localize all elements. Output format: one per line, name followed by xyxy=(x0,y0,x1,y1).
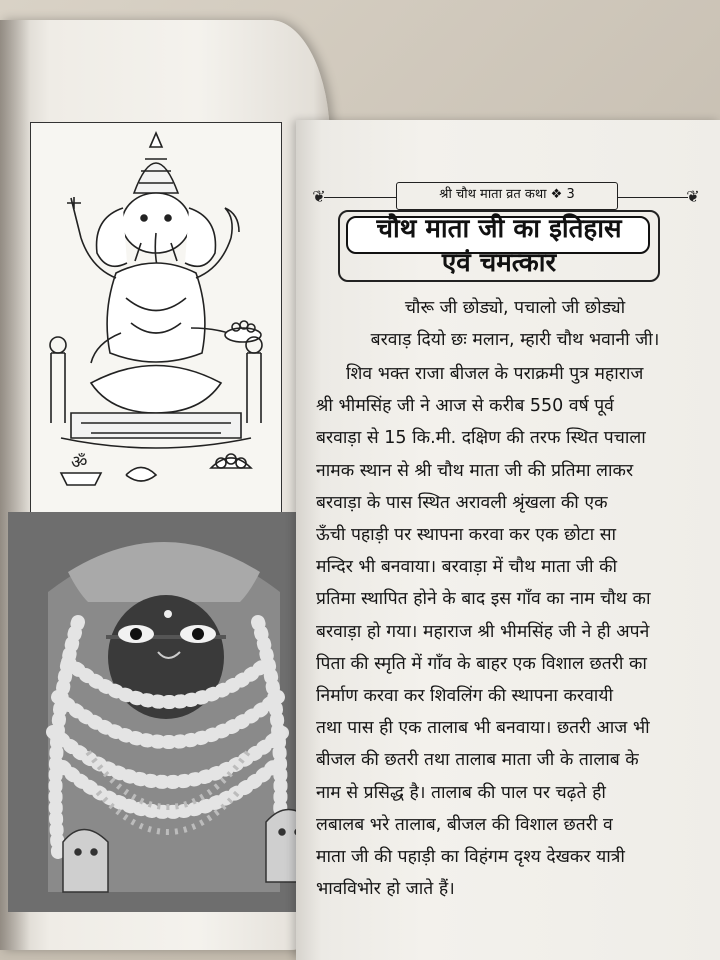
chapter-title-line2: एवं चमत्कार xyxy=(441,248,557,278)
body-line: बरवाड़ा के पास स्थित अरावली श्रृंखला की एक xyxy=(316,492,608,513)
body-line: नाम से प्रसिद्ध है। तालाब की पाल पर चढ़ते ही xyxy=(316,782,606,803)
chapter-title-line1: चौथ माता जी का इतिहास xyxy=(376,214,622,244)
running-head: श्री चौथ माता व्रत कथा ❖ 3 xyxy=(396,182,618,210)
body-line: माता जी की पहाड़ी का विहंगम दृश्य देखकर यात्री xyxy=(316,847,625,868)
body-line: प्रतिमा स्थापित होने के बाद इस गाँव का नाम चौथ का xyxy=(316,589,651,610)
body-line: भावविभोर हो जाते हैं। xyxy=(316,879,455,900)
body-line: ऊँची पहाड़ी पर स्थापना करवा कर एक छोटा सा xyxy=(316,525,617,546)
body-line: बरवाड़ा हो गया। महाराज श्री भीमसिंह जी ने ही अपने xyxy=(316,621,650,642)
couplet-line: बरवाड़ दियो छः मलान, म्हारी चौथ भवानी जी। xyxy=(370,330,660,350)
body-line: मन्दिर भी बनवाया। बरवाड़ा में चौथ माता जी की xyxy=(316,557,618,578)
scroll-ornament-icon: ❦ xyxy=(312,187,326,206)
body-line: बरवाड़ा से 15 कि.मी. दक्षिण की तरफ स्थित पचाला xyxy=(316,428,646,449)
body-line: लबालब भरे तालाब, बीजल की विशाल छतरी व xyxy=(316,814,613,835)
scroll-ornament-icon: ❦ xyxy=(686,187,700,206)
couplet-line: चौरू जी छोड्यो, पचालो जी छोड्यो xyxy=(404,298,626,318)
body-line: निर्माण करवा कर शिवलिंग की स्थापना करवायी xyxy=(316,686,614,707)
body-paragraph xyxy=(316,358,706,905)
body-line: बीजल की छतरी तथा तालाब माता जी के तालाब के xyxy=(316,750,639,771)
right-page xyxy=(296,120,720,960)
chapter-title-box xyxy=(338,210,660,282)
ganesha-illustration xyxy=(30,122,282,514)
chauth-mata-deity-photo xyxy=(8,512,320,912)
body-line: तथा पास ही एक तालाब भी बनवाया। छतरी आज भी xyxy=(316,718,650,739)
body-line: शिव भक्त राजा बीजल के पराक्रमी पुत्र महाराज xyxy=(346,364,644,384)
body-line: श्री भीमसिंह जी ने आज से करीब 550 वर्ष पूर्व xyxy=(316,396,614,417)
body-line: पिता की स्मृति में गाँव के बाहर एक विशाल छतरी का xyxy=(316,653,647,674)
couplet xyxy=(320,292,710,356)
page-header xyxy=(312,182,700,208)
body-line: नामक स्थान से श्री चौथ माता जी की प्रतिमा लाकर xyxy=(316,460,634,481)
om-symbol: ॐ xyxy=(71,452,88,473)
